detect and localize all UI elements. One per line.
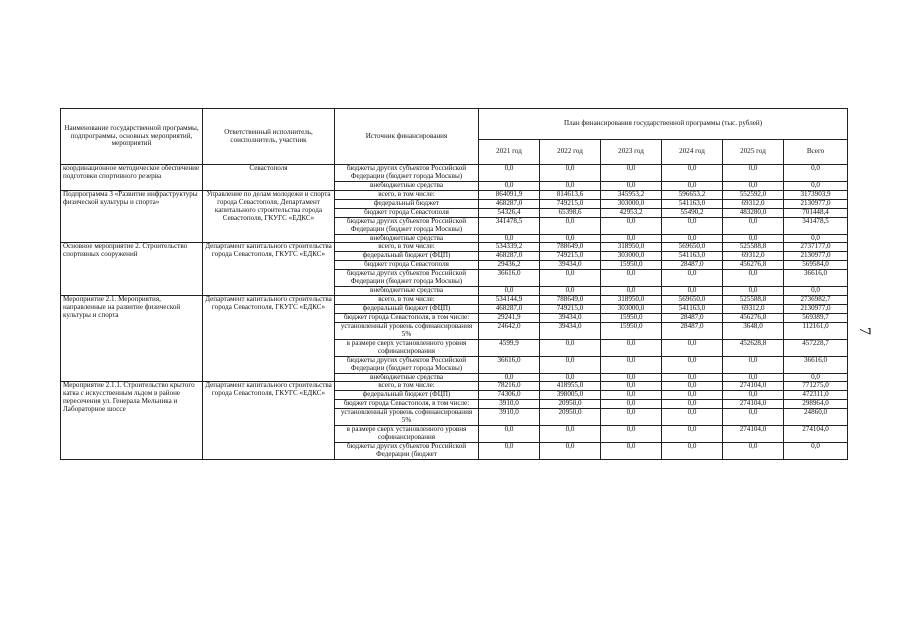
- year-value-cell: 788649,0: [540, 296, 601, 305]
- total-value-cell: 36616,0: [784, 270, 848, 287]
- source-cell: внебюджетные средства: [335, 287, 479, 296]
- year-value-cell: 541163,0: [662, 199, 723, 208]
- year-value-cell: 0,0: [723, 409, 784, 426]
- year-value-cell: 468287,0: [479, 252, 540, 261]
- year-value-cell: 788649,0: [540, 243, 601, 252]
- year-value-cell: 15950,0: [601, 261, 662, 270]
- year-value-cell: 0,0: [540, 426, 601, 443]
- source-cell: всего, в том числе:: [335, 382, 479, 391]
- responsible-cell: Департамент капитального строительства города Севастополя, ГКУГС «ЕДКС»: [203, 243, 335, 296]
- year-value-cell: 0,0: [662, 400, 723, 409]
- year-value-cell: 0,0: [540, 270, 601, 287]
- year-value-cell: 318950,0: [601, 296, 662, 305]
- year-value-cell: 0,0: [479, 165, 540, 182]
- source-cell: федеральный бюджет (ФЦП): [335, 391, 479, 400]
- total-value-cell: 0,0: [784, 373, 848, 382]
- year-value-cell: 345953,2: [601, 190, 662, 199]
- year-value-cell: 0,0: [601, 426, 662, 443]
- responsible-cell: Севастополя: [203, 165, 335, 191]
- header-source: Источник финансирования: [335, 109, 479, 165]
- year-value-cell: 3910,0: [479, 409, 540, 426]
- total-value-cell: 0,0: [784, 165, 848, 182]
- year-value-cell: 0,0: [662, 373, 723, 382]
- year-value-cell: 418955,0: [540, 382, 601, 391]
- total-value-cell: 0,0: [784, 181, 848, 190]
- total-value-cell: 3173903,9: [784, 190, 848, 199]
- year-value-cell: 569650,0: [662, 296, 723, 305]
- year-value-cell: 0,0: [723, 373, 784, 382]
- financing-table: [60, 108, 848, 460]
- year-value-cell: 3910,0: [479, 400, 540, 409]
- header-plan: План финансирования государственной программы (тыс. рублей): [479, 109, 848, 140]
- year-value-cell: 15950,0: [601, 313, 662, 322]
- source-cell: федеральный бюджет: [335, 199, 479, 208]
- year-value-cell: 28487,0: [662, 322, 723, 339]
- year-value-cell: 0,0: [601, 217, 662, 234]
- year-value-cell: 4599,9: [479, 339, 540, 356]
- responsible-cell: Департамент капитального строительства города Севастополя, ГКУГС «ЕДКС»: [203, 382, 335, 459]
- year-value-cell: 398005,0: [540, 391, 601, 400]
- table-body: [61, 165, 848, 460]
- total-value-cell: 274104,0: [784, 426, 848, 443]
- year-value-cell: 0,0: [540, 181, 601, 190]
- total-value-cell: 298964,0: [784, 400, 848, 409]
- total-value-cell: 341478,5: [784, 217, 848, 234]
- header-year: 2023 год: [601, 140, 662, 165]
- total-value-cell: 112161,0: [784, 322, 848, 339]
- year-value-cell: 74306,0: [479, 391, 540, 400]
- source-cell: всего, в том числе:: [335, 190, 479, 199]
- year-value-cell: 274104,0: [723, 382, 784, 391]
- year-value-cell: 29436,2: [479, 261, 540, 270]
- year-value-cell: 541163,0: [662, 252, 723, 261]
- year-value-cell: 303000,0: [601, 305, 662, 314]
- year-value-cell: 0,0: [662, 391, 723, 400]
- year-value-cell: 0,0: [540, 165, 601, 182]
- year-value-cell: 864091,9: [479, 190, 540, 199]
- year-value-cell: 0,0: [479, 181, 540, 190]
- year-value-cell: 749215,0: [540, 199, 601, 208]
- header-total: Всего: [784, 140, 848, 165]
- total-value-cell: 2130977,0: [784, 305, 848, 314]
- year-value-cell: 0,0: [479, 426, 540, 443]
- program-name-cell: Мероприятие 2.1.1. Строительство крытого катка с искусственным льдом в районе пересечения ул. Генерала Мельника и Лабораторное шоссе: [61, 382, 203, 459]
- year-value-cell: 69312,0: [723, 252, 784, 261]
- year-value-cell: 78216,0: [479, 382, 540, 391]
- year-value-cell: 0,0: [723, 391, 784, 400]
- year-value-cell: 24642,0: [479, 322, 540, 339]
- year-value-cell: 596653,2: [662, 190, 723, 199]
- table-row: [61, 296, 848, 305]
- year-value-cell: 54326,4: [479, 208, 540, 217]
- total-value-cell: 457228,7: [784, 339, 848, 356]
- source-cell: установленный уровень софинансирования 5%: [335, 409, 479, 426]
- year-value-cell: 39434,0: [540, 322, 601, 339]
- total-value-cell: 771275,0: [784, 382, 848, 391]
- total-value-cell: 0,0: [784, 443, 848, 460]
- year-value-cell: 749215,0: [540, 305, 601, 314]
- year-value-cell: 525588,8: [723, 296, 784, 305]
- year-value-cell: 15950,0: [601, 322, 662, 339]
- year-value-cell: 0,0: [662, 426, 723, 443]
- year-value-cell: 0,0: [723, 217, 784, 234]
- year-value-cell: 534339,2: [479, 243, 540, 252]
- source-cell: бюджеты других субъектов Российской Федерации (бюджет: [335, 443, 479, 460]
- year-value-cell: 0,0: [723, 270, 784, 287]
- header-program-name: Наименование государственной программы, подпрограммы, основных мероприятий, мероприятий: [61, 109, 203, 165]
- source-cell: федеральный бюджет (ФЦП): [335, 252, 479, 261]
- program-name-cell: Основное мероприятие 2. Строительство спортивных сооружений: [61, 243, 203, 296]
- year-value-cell: 552592,0: [723, 190, 784, 199]
- year-value-cell: 0,0: [601, 339, 662, 356]
- year-value-cell: 452628,8: [723, 339, 784, 356]
- program-name-cell: Мероприятие 2.1. Мероприятия, направленные на развитие физической культуры и спорта: [61, 296, 203, 382]
- source-cell: бюджет города Севастополя, в том числе:: [335, 400, 479, 409]
- year-value-cell: 0,0: [601, 181, 662, 190]
- year-value-cell: 0,0: [601, 234, 662, 243]
- year-value-cell: 318950,0: [601, 243, 662, 252]
- header-year: 2024 год: [662, 140, 723, 165]
- source-cell: внебюджетные средства: [335, 373, 479, 382]
- year-value-cell: 0,0: [540, 443, 601, 460]
- year-value-cell: 42953,2: [601, 208, 662, 217]
- year-value-cell: 0,0: [662, 443, 723, 460]
- year-value-cell: 541163,0: [662, 305, 723, 314]
- source-cell: федеральный бюджет (ФЦП): [335, 305, 479, 314]
- year-value-cell: 0,0: [662, 181, 723, 190]
- year-value-cell: 0,0: [540, 356, 601, 373]
- source-cell: бюджет города Севастополя, в том числе:: [335, 313, 479, 322]
- year-value-cell: 69312,0: [723, 305, 784, 314]
- source-cell: бюджет города Севастополя: [335, 261, 479, 270]
- responsible-cell: Управление по делам молодежи и спорта города Севастополя, Департамент капитального строительства города Севастополя, ГКУГС «ЕДКС»: [203, 190, 335, 243]
- year-value-cell: 36616,0: [479, 356, 540, 373]
- total-value-cell: 2130977,0: [784, 199, 848, 208]
- source-cell: бюджеты других субъектов Российской Федерации (бюджет города Москвы): [335, 217, 479, 234]
- year-value-cell: 274104,0: [723, 426, 784, 443]
- year-value-cell: 0,0: [479, 443, 540, 460]
- table-row: [61, 165, 848, 182]
- year-value-cell: 0,0: [540, 217, 601, 234]
- total-value-cell: 2736982,7: [784, 296, 848, 305]
- total-value-cell: 472311,0: [784, 391, 848, 400]
- year-value-cell: 303000,0: [601, 199, 662, 208]
- source-cell: установленный уровень софинансирования 5%: [335, 322, 479, 339]
- year-value-cell: 0,0: [601, 382, 662, 391]
- year-value-cell: 483280,0: [723, 208, 784, 217]
- year-value-cell: 749215,0: [540, 252, 601, 261]
- year-value-cell: 0,0: [662, 270, 723, 287]
- year-value-cell: 0,0: [601, 165, 662, 182]
- source-cell: бюджеты других субъектов Российской Федерации (бюджет города Москвы): [335, 270, 479, 287]
- table-row: [61, 382, 848, 391]
- year-value-cell: 341478,5: [479, 217, 540, 234]
- year-value-cell: 0,0: [540, 373, 601, 382]
- year-value-cell: 534144,9: [479, 296, 540, 305]
- year-value-cell: 0,0: [601, 373, 662, 382]
- source-cell: в размере сверх установленного уровня софинансирования: [335, 339, 479, 356]
- year-value-cell: 0,0: [723, 443, 784, 460]
- year-value-cell: 3648,0: [723, 322, 784, 339]
- year-value-cell: 274104,0: [723, 400, 784, 409]
- year-value-cell: 569650,0: [662, 243, 723, 252]
- year-value-cell: 0,0: [723, 165, 784, 182]
- year-value-cell: 0,0: [662, 356, 723, 373]
- year-value-cell: 0,0: [601, 443, 662, 460]
- year-value-cell: 55490,2: [662, 208, 723, 217]
- program-name-cell: координационное методическое обеспечение подготовки спортивного резерва: [61, 165, 203, 191]
- year-value-cell: 39434,0: [540, 261, 601, 270]
- total-value-cell: 569389,7: [784, 313, 848, 322]
- year-value-cell: 456276,8: [723, 261, 784, 270]
- year-value-cell: 0,0: [479, 287, 540, 296]
- year-value-cell: 20950,0: [540, 409, 601, 426]
- source-cell: в размере сверх установленного уровня софинансирования: [335, 426, 479, 443]
- source-cell: всего, в том числе:: [335, 243, 479, 252]
- total-value-cell: 569584,0: [784, 261, 848, 270]
- total-value-cell: 0,0: [784, 234, 848, 243]
- year-value-cell: 29241,9: [479, 313, 540, 322]
- year-value-cell: 69312,0: [723, 199, 784, 208]
- year-value-cell: 0,0: [662, 339, 723, 356]
- year-value-cell: 468287,0: [479, 305, 540, 314]
- year-value-cell: 0,0: [662, 217, 723, 234]
- year-value-cell: 0,0: [723, 287, 784, 296]
- year-value-cell: 0,0: [540, 339, 601, 356]
- year-value-cell: 814613,6: [540, 190, 601, 199]
- year-value-cell: 20950,0: [540, 400, 601, 409]
- year-value-cell: 0,0: [662, 234, 723, 243]
- source-cell: бюджет города Севастополя: [335, 208, 479, 217]
- total-value-cell: 701448,4: [784, 208, 848, 217]
- source-cell: внебюджетные средства: [335, 234, 479, 243]
- year-value-cell: 525588,8: [723, 243, 784, 252]
- source-cell: внебюджетные средства: [335, 181, 479, 190]
- year-value-cell: 0,0: [601, 400, 662, 409]
- year-value-cell: 0,0: [601, 287, 662, 296]
- year-value-cell: 65398,6: [540, 208, 601, 217]
- year-value-cell: 39434,0: [540, 313, 601, 322]
- source-cell: бюджеты других субъектов Российской Федерации (бюджет города Москвы): [335, 165, 479, 182]
- year-value-cell: 0,0: [540, 287, 601, 296]
- year-value-cell: 0,0: [723, 356, 784, 373]
- total-value-cell: 2737177,0: [784, 243, 848, 252]
- total-value-cell: 2130977,0: [784, 252, 848, 261]
- table-row: [61, 190, 848, 199]
- year-value-cell: 0,0: [601, 391, 662, 400]
- year-value-cell: 0,0: [479, 234, 540, 243]
- table-row: [61, 243, 848, 252]
- year-value-cell: 0,0: [601, 409, 662, 426]
- year-value-cell: 0,0: [723, 181, 784, 190]
- year-value-cell: 468287,0: [479, 199, 540, 208]
- year-value-cell: 0,0: [540, 234, 601, 243]
- source-cell: бюджеты других субъектов Российской Федерации (бюджет города Москвы): [335, 356, 479, 373]
- header-responsible: Ответственный исполнитель, соисполнитель, участник: [203, 109, 335, 165]
- header-year: 2022 год: [540, 140, 601, 165]
- total-value-cell: 0,0: [784, 287, 848, 296]
- year-value-cell: 0,0: [601, 270, 662, 287]
- year-value-cell: 0,0: [479, 373, 540, 382]
- header-year: 2021 год: [479, 140, 540, 165]
- year-value-cell: 0,0: [662, 287, 723, 296]
- header-year: 2025 год: [723, 140, 784, 165]
- year-value-cell: 28487,0: [662, 313, 723, 322]
- page-number: 7: [856, 327, 873, 335]
- year-value-cell: 28487,0: [662, 261, 723, 270]
- year-value-cell: 303000,0: [601, 252, 662, 261]
- year-value-cell: 0,0: [662, 382, 723, 391]
- source-cell: всего, в том числе:: [335, 296, 479, 305]
- year-value-cell: 36616,0: [479, 270, 540, 287]
- year-value-cell: 0,0: [662, 409, 723, 426]
- year-value-cell: 0,0: [723, 234, 784, 243]
- responsible-cell: Департамент капитального строительства города Севастополя, ГКУГС «ЕДКС»: [203, 296, 335, 382]
- program-name-cell: Подпрограмма 3 «Развитие инфраструктуры физической культуры и спорта»: [61, 190, 203, 243]
- total-value-cell: 24860,0: [784, 409, 848, 426]
- total-value-cell: 36616,0: [784, 356, 848, 373]
- year-value-cell: 0,0: [662, 165, 723, 182]
- year-value-cell: 0,0: [601, 356, 662, 373]
- year-value-cell: 456276,8: [723, 313, 784, 322]
